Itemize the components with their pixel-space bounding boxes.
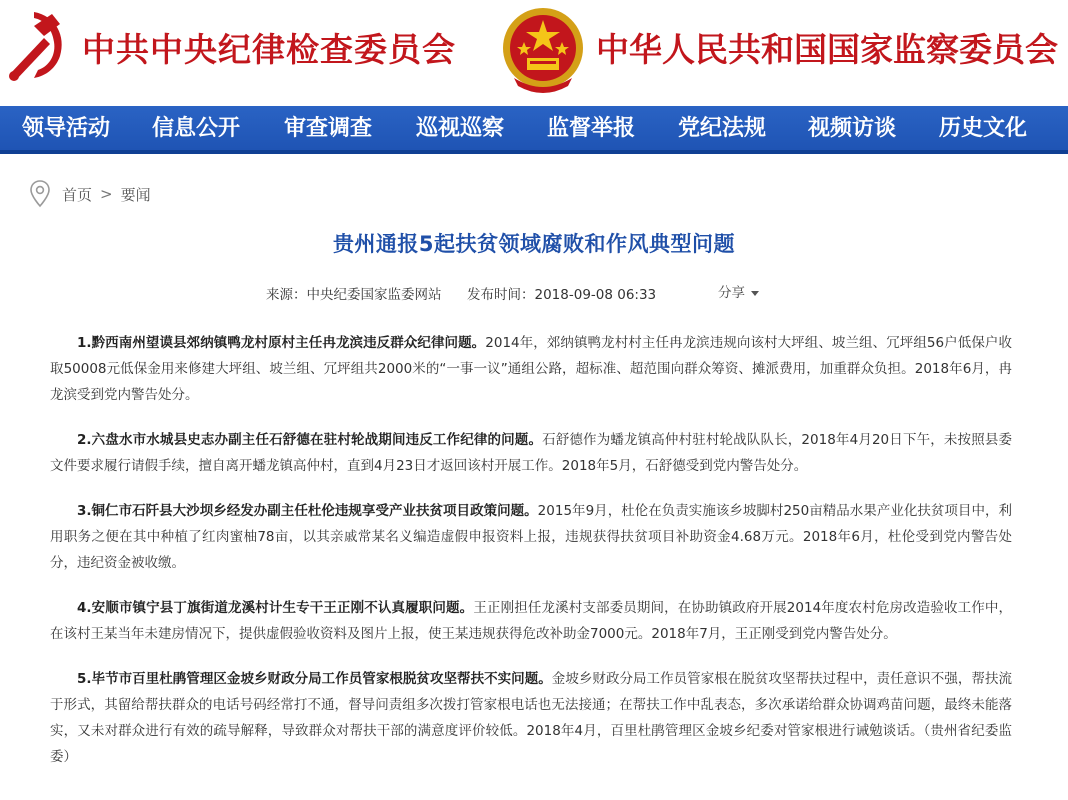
site-header xyxy=(0,0,1068,106)
nsc-title[interactable]: 中华人民共和国国家监察委员会 xyxy=(596,30,1058,69)
paragraph-heading: 3.铜仁市石阡县大沙坝乡经发办副主任杜伦违规享受产业扶贫项目政策问题。 xyxy=(77,503,538,519)
nav-item-supervision[interactable]: 监督举报 xyxy=(547,115,636,141)
share-label: 分享 xyxy=(718,285,745,301)
breadcrumb xyxy=(30,180,151,208)
paragraph-heading: 2.六盘水市水城县史志办副主任石舒德在驻村轮战期间违反工作纪律的问题。 xyxy=(77,432,543,448)
article-source: 来源：中央纪委国家监委网站 xyxy=(266,287,442,303)
breadcrumb-separator: > xyxy=(100,185,113,203)
nav-item-leadership[interactable]: 领导活动 xyxy=(22,115,111,141)
article-paragraph xyxy=(50,330,1012,408)
main-nav xyxy=(0,106,1068,154)
breadcrumb-current-link[interactable]: 要闻 xyxy=(120,185,151,204)
share-button[interactable] xyxy=(718,281,759,301)
nav-item-inspection[interactable]: 巡视巡察 xyxy=(416,115,505,141)
hammer-sickle-icon xyxy=(4,8,70,84)
paragraph-body: 石舒德作为蟠龙镇高仲村驻村轮战队队长，2018年4月20日下午，未按照县委文件要求履行请假手续，擅自离开蟠龙镇高仲村，直到4月23日才返回该村开展工作。2018年5月，石舒德受到党内警告处分。 xyxy=(50,432,1012,474)
nav-item-video[interactable]: 视频访谈 xyxy=(808,115,897,141)
paragraph-body: 金坡乡财政分局工作员管家根在脱贫攻坚帮扶过程中，责任意识不强，帮扶流于形式，其留给帮扶群众的电话号码经常打不通，督导问责组多次拨打管家根电话也无法接通；在帮扶工作中乱表态，多次承诺给群众协调鸡苗问题，最终未能落实，又未对群众进行有效的疏导解释，导致群众对帮扶干部的满意度评价较低。2018年4月，百里杜鹃管理区金坡乡纪委对管家根进行诫勉谈话。（贵州省纪委监委） xyxy=(50,671,1012,765)
article-paragraph xyxy=(50,666,1012,770)
article-body xyxy=(50,330,1012,789)
paragraph-heading: 1.黔西南州望谟县郊纳镇鸭龙村原村主任冉龙滨违反群众纪律问题。 xyxy=(77,335,486,351)
nav-item-regulations[interactable]: 党纪法规 xyxy=(678,115,767,141)
article-meta xyxy=(0,281,1068,303)
paragraph-heading: 4.安顺市镇宁县丁旗街道龙溪村计生专干王正刚不认真履职问题。 xyxy=(77,600,474,616)
paragraph-body: 2015年9月，杜伦在负责实施该乡坡脚村250亩精品水果产业化扶贫项目中，利用职务之便在其中种植了红肉蜜柚78亩，以其亲戚常某名义编造虚假申报资料上报，违规获得扶贫项目补助资金4.68万元。2018年6月，杜伦受到党内警告处分，违纪资金被收缴。 xyxy=(50,503,1012,571)
breadcrumb-home-link[interactable]: 首页 xyxy=(62,185,93,204)
paragraph-body: 2014年，郊纳镇鸭龙村村主任冉龙滨违规向该村大坪组、坡兰组、冗坪组56户低保户收取50008元低保金用来修建大坪组、坡兰组、冗坪组共2000米的“一事一议”通组公路，超标准、超范围向群众筹资、摊派费用，加重群众负担。2018年6月，冉龙滨受到党内警告处分。 xyxy=(50,335,1012,403)
ccdi-title[interactable]: 中共中央纪律检查委员会 xyxy=(82,30,456,69)
national-emblem-icon xyxy=(500,4,586,94)
article-publish-time: 发布时间：2018-09-08 06:33 xyxy=(467,287,657,303)
nav-item-investigation[interactable]: 审查调查 xyxy=(284,115,373,141)
nav-item-information[interactable]: 信息公开 xyxy=(152,115,241,141)
article-paragraph xyxy=(50,427,1012,479)
location-pin-icon xyxy=(30,180,50,208)
article-paragraph xyxy=(50,595,1012,647)
paragraph-heading: 5.毕节市百里杜鹃管理区金坡乡财政分局工作员管家根脱贫攻坚帮扶不实问题。 xyxy=(77,671,552,687)
paragraph-body: 王正刚担任龙溪村支部委员期间，在协助镇政府开展2014年度农村危房改造验收工作中，在该村王某当年未建房情况下，提供虚假验收资料及图片上报，使王某违规获得危改补助金7000元。2018年7月，王正刚受到党内警告处分。 xyxy=(50,600,1012,642)
chevron-down-icon xyxy=(751,291,759,296)
article-paragraph xyxy=(50,498,1012,576)
nav-item-history[interactable]: 历史文化 xyxy=(939,115,1028,141)
article-title: 贵州通报5起扶贫领域腐败和作风典型问题 xyxy=(332,232,736,256)
